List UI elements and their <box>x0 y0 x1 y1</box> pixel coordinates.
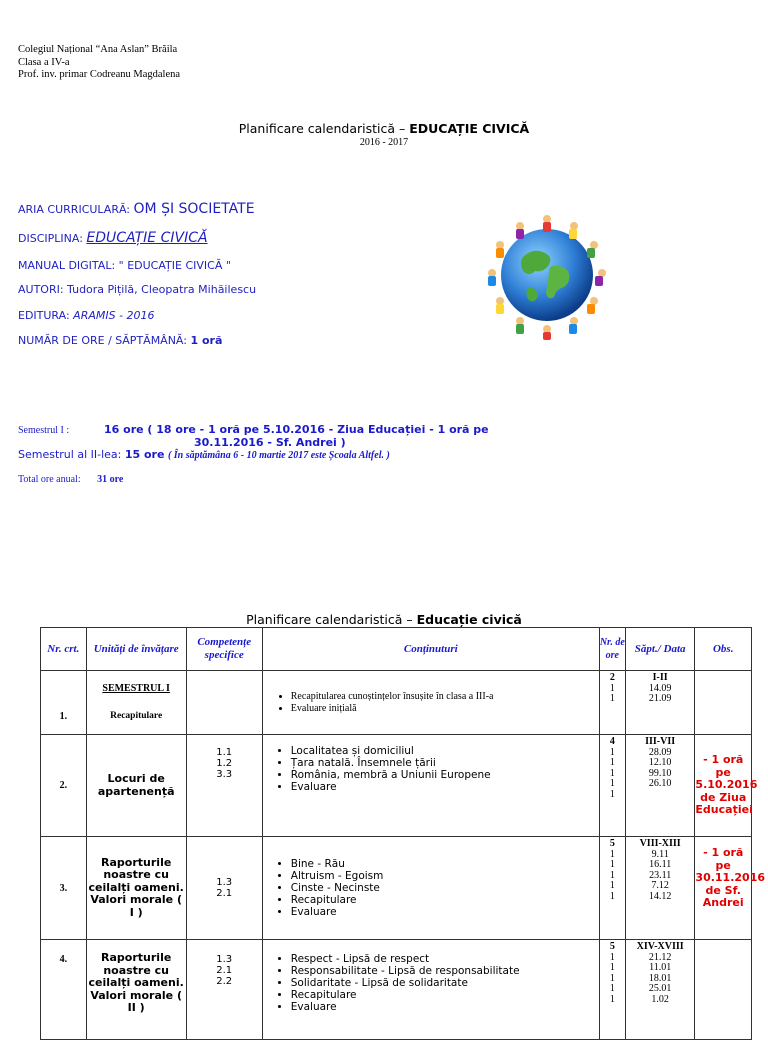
total-label: Total ore anual: <box>18 474 81 485</box>
row-contents <box>262 671 599 735</box>
content-item: • Evaluare <box>291 781 599 793</box>
date-item: 11.01 <box>649 962 672 973</box>
hours-item: 1 <box>609 682 615 694</box>
hours-label: NUMĂR DE ORE / SĂPTĂMÂNĂ: <box>18 334 187 347</box>
class-name: Clasa a IV-a <box>18 56 70 68</box>
semester1-label: Semestrul I : <box>18 425 70 436</box>
page-title <box>0 121 768 136</box>
header-nr: Nr. crt. <box>41 628 87 671</box>
teacher-name: Prof. inv. primar Codreanu Magdalena <box>18 69 181 80</box>
table-row <box>41 940 752 1040</box>
row-nr: 3. <box>41 837 87 940</box>
hours-item: 1 <box>609 993 615 1005</box>
hours-item: 1 <box>609 746 615 758</box>
authors-line: AUTORI: Tudora Pițilă, Cleopatra Mihăilescu <box>18 283 257 296</box>
weeks-range: VIII-XIII <box>639 838 681 849</box>
table-caption-subject: Educație civică <box>416 612 522 627</box>
hours-item: 1 <box>609 767 615 779</box>
row-nr: 4. <box>41 940 87 1040</box>
row-competences <box>186 671 262 735</box>
globe-icon <box>478 205 616 343</box>
competence-item: 2.2 <box>216 976 233 987</box>
semester2-note: ( În săptămâna 6 - 10 martie 2017 este Școala Altfel. ) <box>167 450 390 461</box>
row-competences <box>186 837 262 940</box>
content-item: • Recapitularea cunoștințelor însușite în clasa a III-a <box>291 691 599 703</box>
row-contents <box>262 837 599 940</box>
semester2-value: 15 ore <box>124 448 165 461</box>
competence-item: 1.2 <box>216 758 233 769</box>
competence-item: 1.1 <box>216 747 233 758</box>
date-item: 18.01 <box>648 972 672 984</box>
aria-label: ARIA CURRICULARĂ: <box>18 203 131 216</box>
school-name: Colegiul Național “Ana Aslan” Brăila <box>18 44 178 55</box>
competence-item: 2.1 <box>216 888 233 899</box>
title-subject: EDUCAȚIE CIVICĂ <box>409 121 530 136</box>
manual-line: MANUAL DIGITAL: " EDUCAȚIE CIVICĂ " <box>18 259 231 272</box>
row-dates <box>625 735 695 837</box>
globe-children-illustration <box>478 205 616 343</box>
row-nr: 2. <box>41 735 87 837</box>
table-header-row <box>41 628 752 671</box>
date-item: 21.12 <box>648 951 672 963</box>
discipline-value: EDUCAȚIE CIVICĂ <box>86 230 208 246</box>
hours-item: 1 <box>609 972 615 984</box>
row-hours <box>599 837 625 940</box>
content-item: • Bine - Rău <box>291 858 599 870</box>
publisher-label: EDITURA: <box>18 309 70 322</box>
row-unit <box>86 671 186 735</box>
date-item: 23.11 <box>649 869 672 881</box>
date-item: 9.11 <box>651 848 669 860</box>
row-hours <box>599 940 625 1040</box>
header-week-date: Săpt./ Data <box>625 628 695 671</box>
document-header <box>18 44 180 82</box>
competence-item: 2.1 <box>216 965 233 976</box>
hours-total: 5 <box>609 838 615 849</box>
date-item: 14.09 <box>648 682 672 694</box>
header-obs: Obs. <box>695 628 752 671</box>
competence-item: 3.3 <box>216 769 233 780</box>
semester1-value-line2: 30.11.2016 - Sf. Andrei ) <box>194 436 346 449</box>
semester1-value <box>104 423 489 449</box>
row-obs: - 1 oră pe 30.11.2016 de Sf. Andrei <box>695 837 752 940</box>
school-year: 2016 - 2017 <box>359 137 409 148</box>
planning-table <box>40 627 766 1040</box>
row-hours <box>599 735 625 837</box>
semester-heading: SEMESTRUL I <box>102 683 170 694</box>
date-item: 25.01 <box>648 983 672 994</box>
hours-total: 5 <box>609 941 615 952</box>
row-unit: Locuri de apartenență <box>86 735 186 837</box>
hours-line <box>18 334 222 347</box>
hours-item: 1 <box>609 880 615 891</box>
discipline-label: DISCIPLINA: <box>18 232 83 245</box>
hours-item: 1 <box>609 890 615 902</box>
hours-total: 4 <box>609 736 615 747</box>
date-item: 99.10 <box>648 767 672 779</box>
hours-item: 1 <box>609 778 615 789</box>
hours-item: 1 <box>609 848 615 860</box>
date-item: 12.10 <box>648 757 672 768</box>
row-contents <box>262 940 599 1040</box>
content-item: • Evaluare <box>291 906 599 918</box>
row-nr: 1. <box>41 671 87 735</box>
row-unit: Raporturile noastre cu ceilalți oameni. Valori morale ( I ) <box>86 837 186 940</box>
weeks-range: I-II <box>652 672 668 683</box>
hours-value: 1 oră <box>190 334 223 347</box>
content-item: • Cinste - Necinste <box>291 882 599 894</box>
content-item: • Altruism - Egoism <box>291 870 599 882</box>
semester2-line <box>18 448 390 461</box>
content-item: • Localitatea și domiciliul <box>291 745 599 757</box>
row-dates <box>625 671 695 735</box>
competence-item: 1.3 <box>216 954 233 965</box>
row-obs <box>695 671 752 735</box>
aria-value: OM ȘI SOCIETATE <box>133 201 255 217</box>
content-item: • România, membră a Uniunii Europene <box>291 769 599 781</box>
date-item: 7.12 <box>651 880 669 891</box>
content-item: • Recapitulare <box>291 989 599 1001</box>
table-caption <box>0 612 768 627</box>
row-competences <box>186 735 262 837</box>
date-item: 1.02 <box>651 993 669 1005</box>
content-item: • Evaluare <box>291 1001 599 1013</box>
competence-item: 1.3 <box>216 877 233 888</box>
weeks-range: III-VII <box>645 736 676 747</box>
publisher-value: ARAMIS - 2016 <box>73 309 155 322</box>
row-obs <box>695 940 752 1040</box>
table-row <box>41 735 752 837</box>
hours-item: 1 <box>609 983 615 994</box>
hours-item: 1 <box>609 757 615 768</box>
header-hours: Nr. de ore <box>599 628 625 671</box>
date-item: 14.12 <box>648 890 672 902</box>
content-item: • Solidaritate - Lipsă de solidaritate <box>291 977 599 989</box>
content-item: • Respect - Lipsă de respect <box>291 953 599 965</box>
total-value: 31 ore <box>97 474 124 485</box>
row-dates <box>625 837 695 940</box>
content-item: • Recapitulare <box>291 894 599 906</box>
hours-item: 1 <box>609 951 615 963</box>
unit-subtitle: Recapitulare <box>110 710 163 721</box>
content-item: • Țara natală. Însemnele țării <box>291 757 599 769</box>
header-competences: Competențe specifice <box>186 628 262 671</box>
row-unit: Raporturile noastre cu ceilalți oameni. Valori morale ( II ) <box>86 940 186 1040</box>
table-row <box>41 837 752 940</box>
date-item: 16.11 <box>649 859 672 870</box>
content-item: • Responsabilitate - Lipsă de responsabilitate <box>291 965 599 977</box>
hours-item: 1 <box>609 859 615 870</box>
content-item: • Evaluare inițială <box>291 703 599 715</box>
date-item: 28.09 <box>648 746 672 758</box>
date-item: 26.10 <box>648 778 672 789</box>
header-units: Unități de învățare <box>86 628 186 671</box>
semester1-value-line1: 16 ore ( 18 ore - 1 oră pe 5.10.2016 - Ziua Educației - 1 oră pe <box>104 423 489 436</box>
publisher-line <box>18 309 155 322</box>
hours-item: 1 <box>609 962 615 973</box>
row-hours <box>599 671 625 735</box>
hours-total: 2 <box>609 672 615 683</box>
hours-item: 1 <box>609 869 615 881</box>
semester2-label: Semestrul al II-lea: <box>18 448 122 461</box>
header-contents: Conținuturi <box>262 628 599 671</box>
title-prefix: Planificare calendaristică – <box>238 121 406 136</box>
hours-item: 1 <box>609 693 615 704</box>
row-contents <box>262 735 599 837</box>
table-caption-prefix: Planificare calendaristică – <box>246 612 413 627</box>
discipline-line <box>18 230 208 246</box>
table-row <box>41 671 752 735</box>
aria-line <box>18 201 255 217</box>
hours-item: 1 <box>609 788 615 800</box>
row-competences <box>186 940 262 1040</box>
total-line <box>18 474 123 485</box>
row-dates <box>625 940 695 1040</box>
row-obs: - 1 oră pe 5.10.2016 de Ziua Educației <box>695 735 752 837</box>
weeks-range: XIV-XVIII <box>636 941 684 952</box>
date-item: 21.09 <box>648 693 672 704</box>
